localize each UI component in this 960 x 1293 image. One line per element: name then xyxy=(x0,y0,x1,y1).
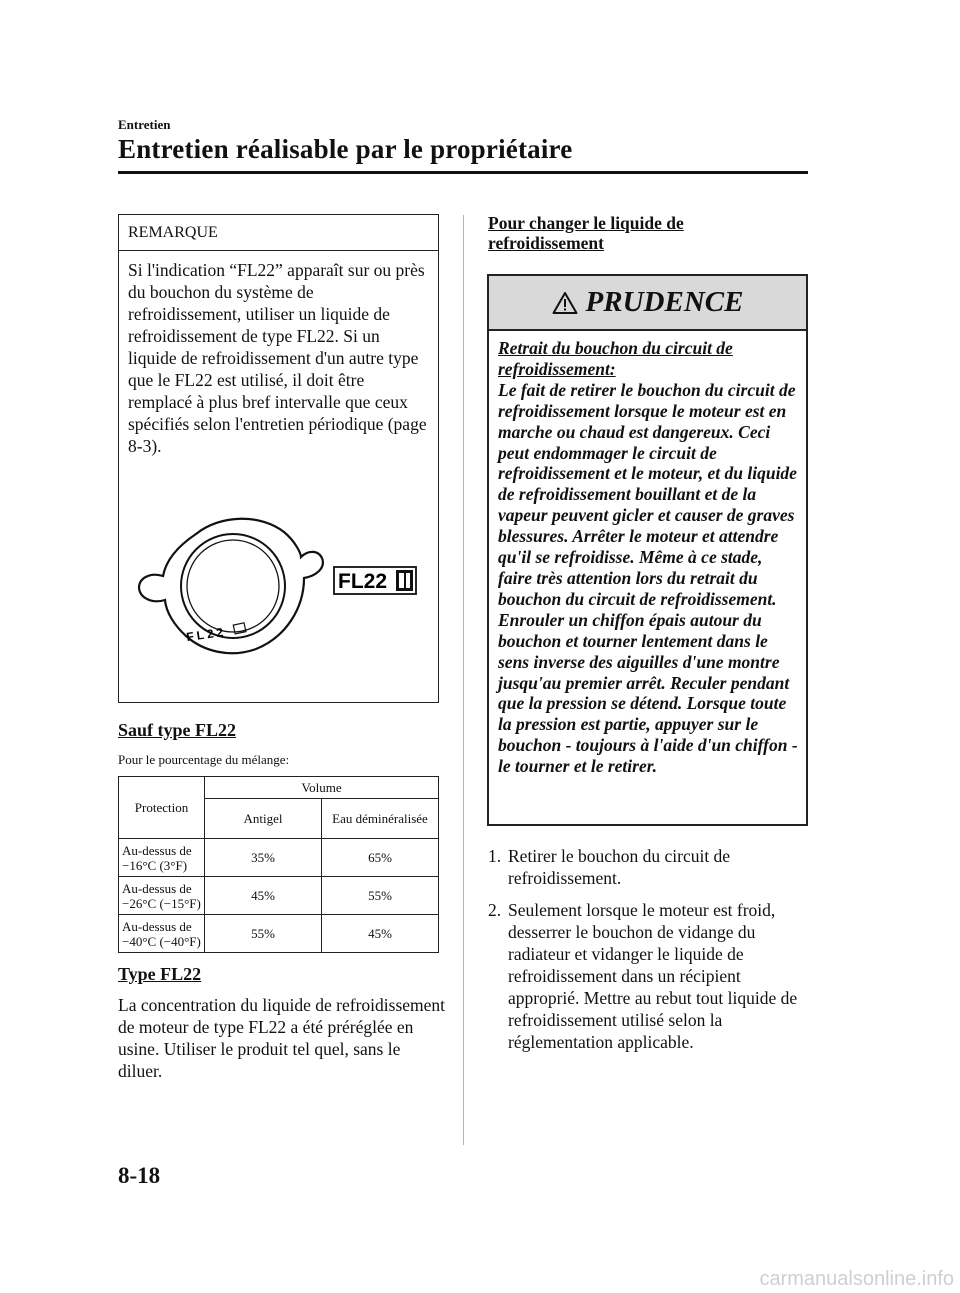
type-fl22-text: La concentration du liquide de refroidissement de moteur de type FL22 a été préréglée en usine. Utiliser le produit tel quel, sans le diluer. xyxy=(118,995,446,1081)
page-title: Entretien réalisable par le propriétaire xyxy=(118,134,573,164)
mix-intro: Pour le pourcentage du mélange: xyxy=(118,752,290,767)
note-text: Si l'indication “FL22” apparaît sur ou près du bouchon du système de refroidissement, utiliser un liquide de refroidissement de type FL22. Si un liquide de refroidissement d'un autre type que le FL22 est utilisé, il doit être remplacé à plus bref intervalle que ceux spécifiés selon l'entretien périodique (page 8-3). xyxy=(128,260,427,456)
step-text: Seulement lorsque le moteur est froid, desserrer le bouchon de vidange du radiateur et vidanger le liquide de refroidissement dans un récipient approprié. Mettre au rebut tout liquide de refroidissement utilisé selon la réglementation applicable. xyxy=(508,900,798,1052)
table-row xyxy=(119,839,439,877)
col-protection: Protection xyxy=(119,777,205,839)
step-number: 1. xyxy=(488,846,502,866)
cell-antigel: 35% xyxy=(205,839,322,877)
fl22-badge-icon xyxy=(396,570,413,591)
type-fl22-heading: Type FL22 xyxy=(118,964,202,984)
warning-triangle-icon xyxy=(552,291,578,315)
radiator-cap-illustration xyxy=(136,512,426,662)
footer-watermark: carmanualsonline.info xyxy=(759,1268,954,1290)
steps-list xyxy=(488,845,808,1063)
section-label: Entretien xyxy=(118,117,171,132)
page-number: 8-18 xyxy=(118,1163,161,1188)
fl22-badge-label: FL22 xyxy=(338,570,388,593)
row-label: Au-dessus de −26°C (−15°F) xyxy=(119,877,205,915)
cap-fl22-marking: FL22 xyxy=(185,624,228,645)
table-row xyxy=(119,915,439,953)
col-eau: Eau déminéralisée xyxy=(322,799,439,839)
list-item xyxy=(488,845,808,889)
note-heading: REMARQUE xyxy=(119,215,438,251)
row-label: Au-dessus de −40°C (−40°F) xyxy=(119,915,205,953)
cell-eau: 65% xyxy=(322,839,439,877)
step-text: Retirer le bouchon du circuit de refroidissement. xyxy=(508,846,731,888)
header-rule xyxy=(118,171,808,174)
step-number: 2. xyxy=(488,900,502,920)
cell-eau: 55% xyxy=(322,877,439,915)
sauf-fl22-heading: Sauf type FL22 xyxy=(118,720,237,740)
column-divider xyxy=(463,215,464,1145)
cell-antigel: 45% xyxy=(205,877,322,915)
caution-subheading: Retrait du bouchon du circuit de refroidissement: xyxy=(498,338,733,379)
row-label: Au-dessus de −16°C (3°F) xyxy=(119,839,205,877)
caution-box xyxy=(487,274,808,826)
table-row xyxy=(119,877,439,915)
cell-antigel: 55% xyxy=(205,915,322,953)
caution-body xyxy=(489,331,806,777)
col-volume: Volume xyxy=(205,777,439,799)
caution-header xyxy=(489,276,806,331)
list-item xyxy=(488,899,808,1053)
mix-table xyxy=(118,776,439,953)
caution-text: Le fait de retirer le bouchon du circuit de refroidissement lorsque le moteur est en marche ou chaud est dangereux. Ceci peut endommager le circuit de refroidissement et le moteur, et du liquide de refroidissement bouillant et de la vapeur peuvent gicler et causer de graves blessures. Arrêter le moteur et attendre qu'il se refroidisse. Même à ce stade, faire très attention lors du retrait du bouchon du circuit de refroidissement. Enrouler un chiffon épais autour du bouchon et tourner lentement dans le sens inverse des aiguilles d'une montre jusqu'au premier arrêt. Reculer pendant que la pression se détend. Lorsque toute la pression est partie, appuyer sur le bouchon - toujours à l'aide d'un chiffon - le tourner et le retirer. xyxy=(498,379,798,777)
note-box xyxy=(118,214,439,703)
cell-eau: 45% xyxy=(322,915,439,953)
caution-title: PRUDENCE xyxy=(585,286,744,318)
col-antigel: Antigel xyxy=(205,799,322,839)
change-coolant-heading: Pour changer le liquide de refroidissement xyxy=(488,213,684,253)
